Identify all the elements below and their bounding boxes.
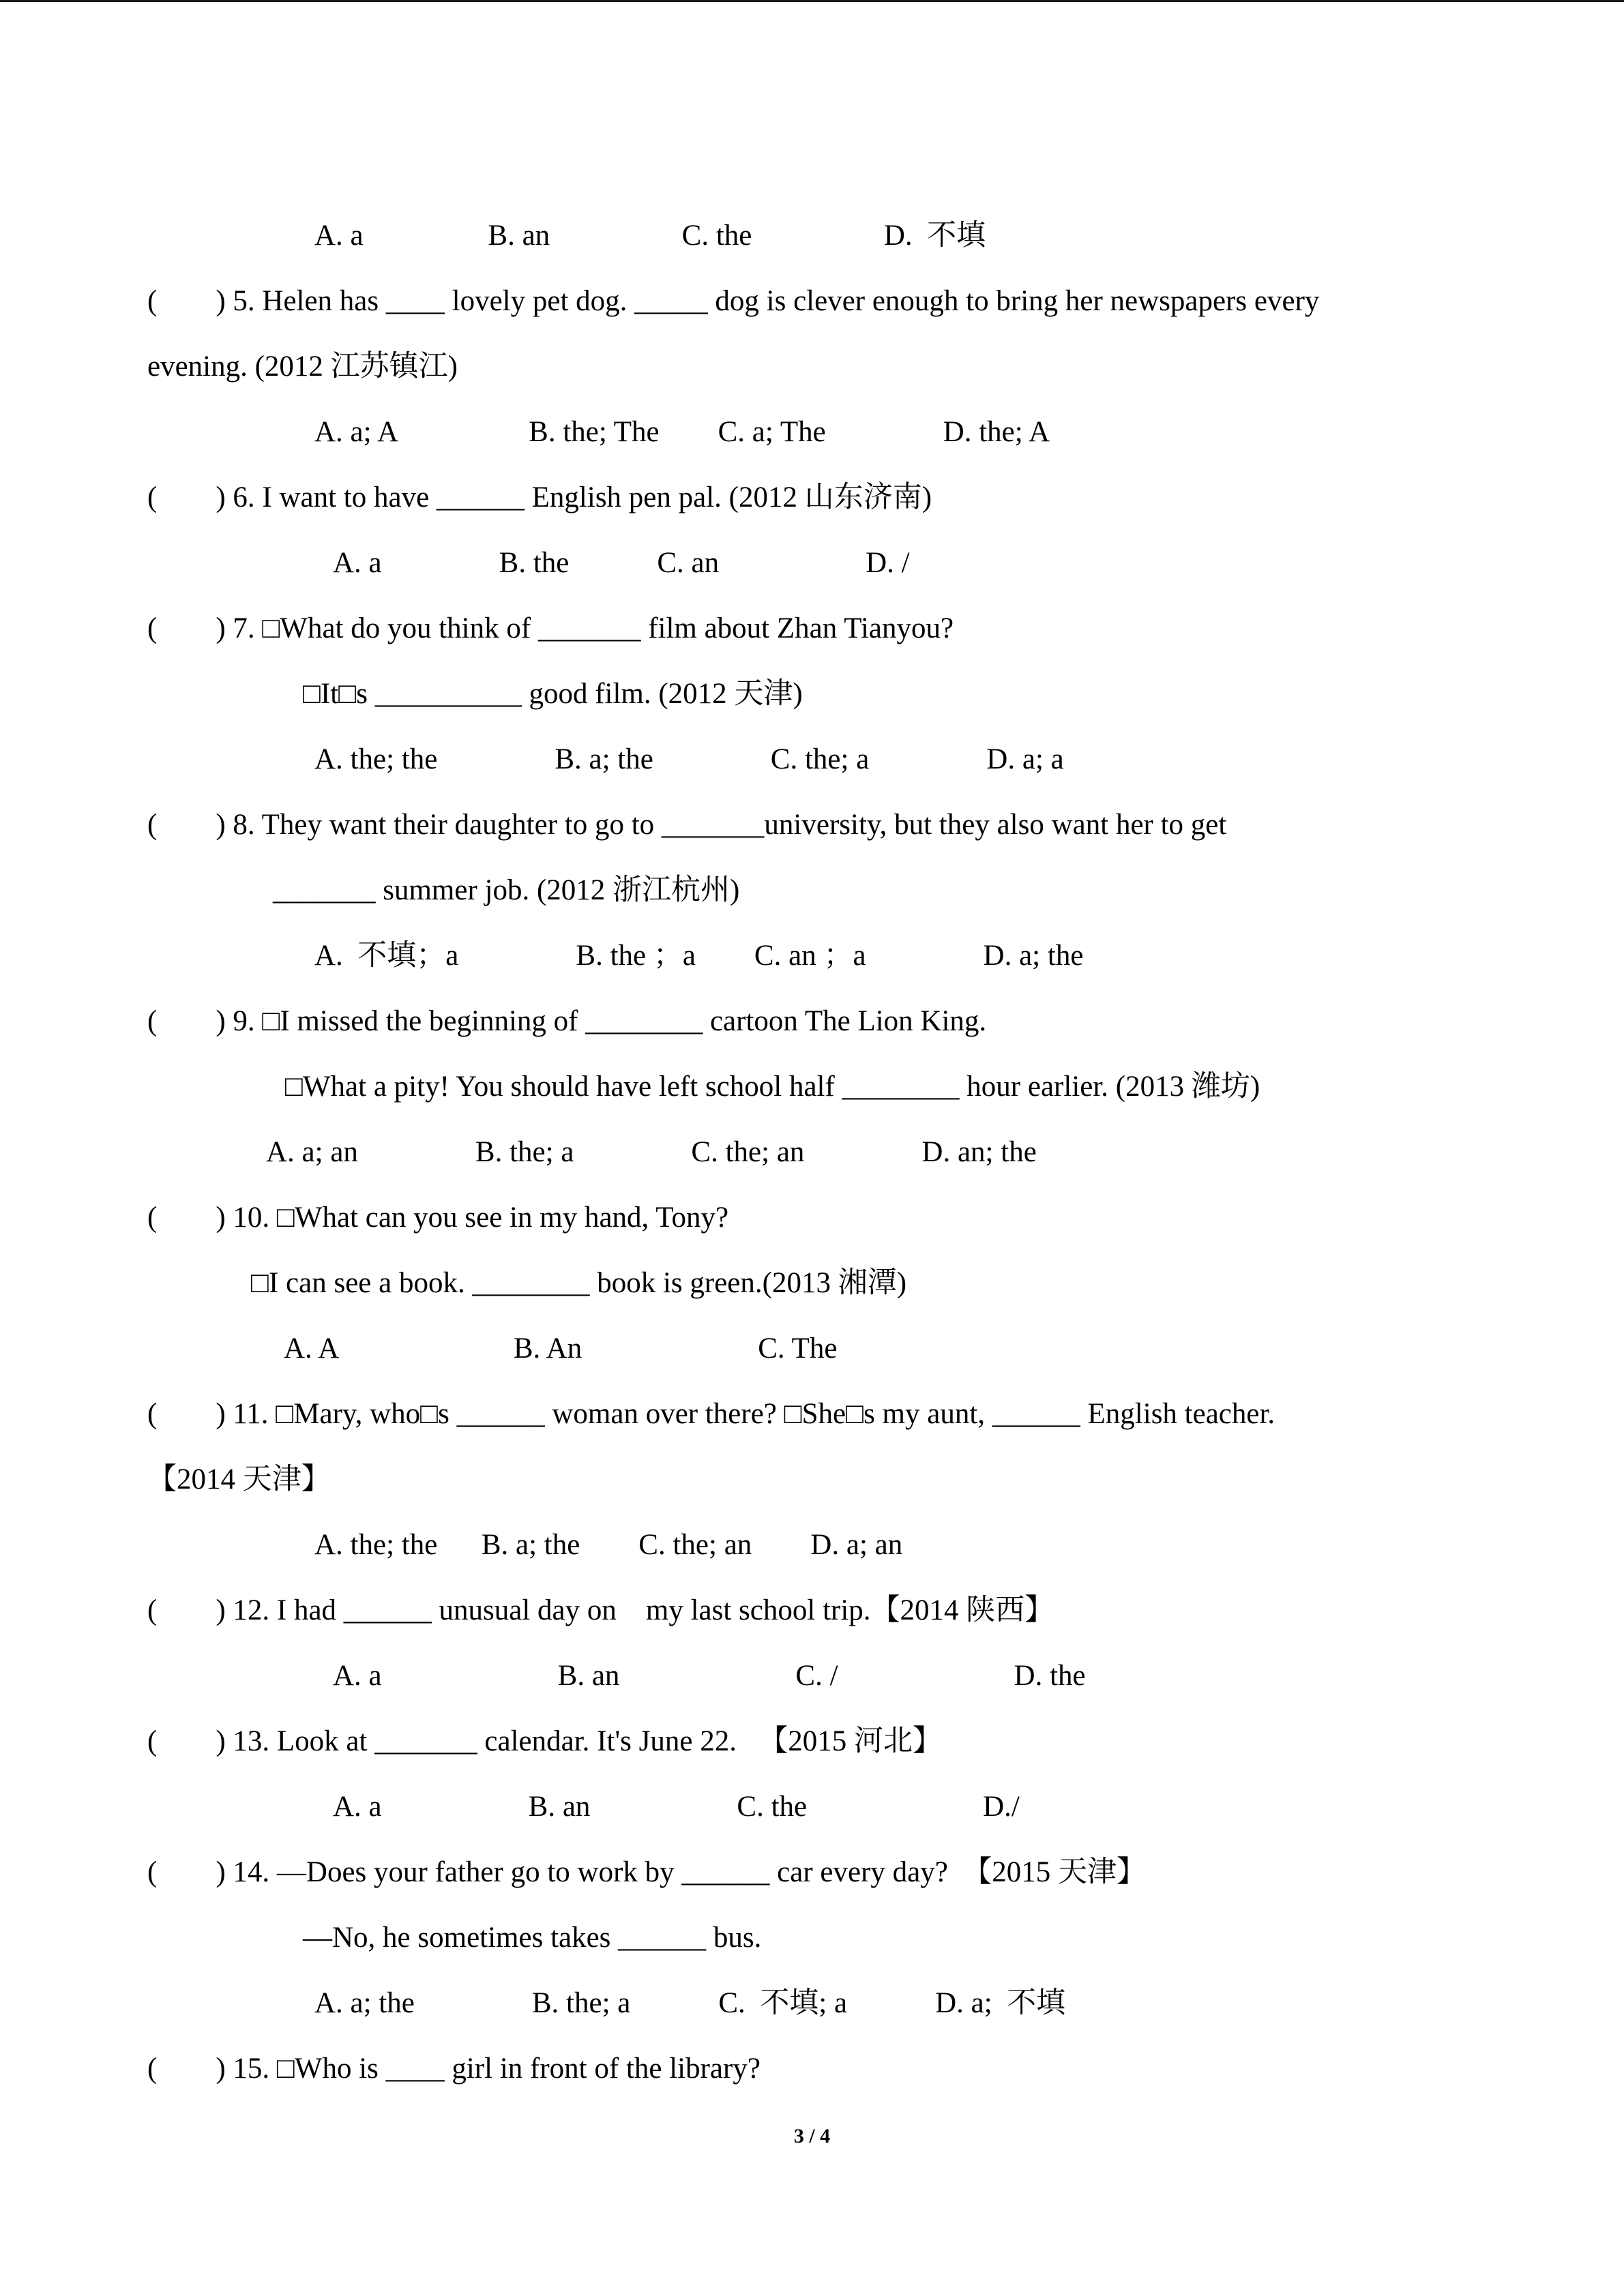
question-9-continuation: □What a pity! You should have left school half ________ hour earlier. (2013 潍坊) [285,1071,1260,1103]
question-11-line: ( ) 11. □Mary, who□s ______ woman over there? □She□s my aunt, ______ English teacher. [147,1398,1275,1430]
page-number: 3 / 4 [793,2125,831,2147]
question-7-line: ( ) 7. □What do you think of _______ film about Zhan Tianyou? [147,612,954,644]
options-line-q12: A. a B. an C. / D. the [333,1660,1086,1692]
question-12-line: ( ) 12. I had ______ unusual day on my last school trip.【2014 陕西】 [147,1594,1054,1626]
options-line-q5: A. a; A B. the; The C. a; The D. the; A [314,416,1050,448]
question-10-line: ( ) 10. □What can you see in my hand, Tony? [147,1202,729,1234]
question-5-line: ( ) 5. Helen has ____ lovely pet dog. _____ dog is clever enough to bring her newspapers every [147,285,1320,317]
question-6-line: ( ) 6. I want to have ______ English pen pal. (2012 山东济南) [147,481,932,513]
options-line-q6: A. a B. the C. an D. / [333,547,910,579]
page-top-border [0,0,1624,2]
question-9-line: ( ) 9. □I missed the beginning of ________ cartoon The Lion King. [147,1005,987,1037]
options-line-q13: A. a B. an C. the D./ [333,1791,1020,1823]
question-13-line: ( ) 13. Look at _______ calendar. It's June 22. 【2015 河北】 [147,1725,942,1757]
options-line-q8: A. 不填；a B. the ；a C. an ；a D. a; the [314,940,1084,972]
options-line-q7: A. the; the B. a; the C. the; a D. a; a [314,743,1064,775]
options-line-q4: A. a B. an C. the D. 不填 [314,220,986,252]
options-line-q14: A. a; the B. the; a C. 不填; a D. a; 不填 [314,1987,1066,2019]
question-8-continuation: _______ summer job. (2012 浙江杭州) [273,874,740,906]
options-line-q10: A. A B. An C. The [284,1332,838,1365]
question-7-continuation: □It□s __________ good film. (2012 天津) [303,678,803,710]
options-line-q11: A. the; the B. a; the C. the; an D. a; an [314,1529,903,1561]
question-8-line: ( ) 8. They want their daughter to go to _______university, but they also want her to get [147,809,1227,841]
question-5-continuation: evening. (2012 江苏镇江) [147,351,458,383]
question-14-continuation: —No, he sometimes takes ______ bus. [303,1922,762,1954]
question-10-continuation: □I can see a book. ________ book is green.(2013 湘潭) [251,1267,907,1299]
question-15-line: ( ) 15. □Who is ____ girl in front of the library? [147,2053,761,2085]
options-line-q9: A. a; an B. the; a C. the; an D. an; the [266,1136,1037,1168]
question-11-source: 【2014 天津】 [147,1463,331,1495]
question-14-line: ( ) 14. —Does your father go to work by ______ car every day? 【2015 天津】 [147,1856,1147,1888]
